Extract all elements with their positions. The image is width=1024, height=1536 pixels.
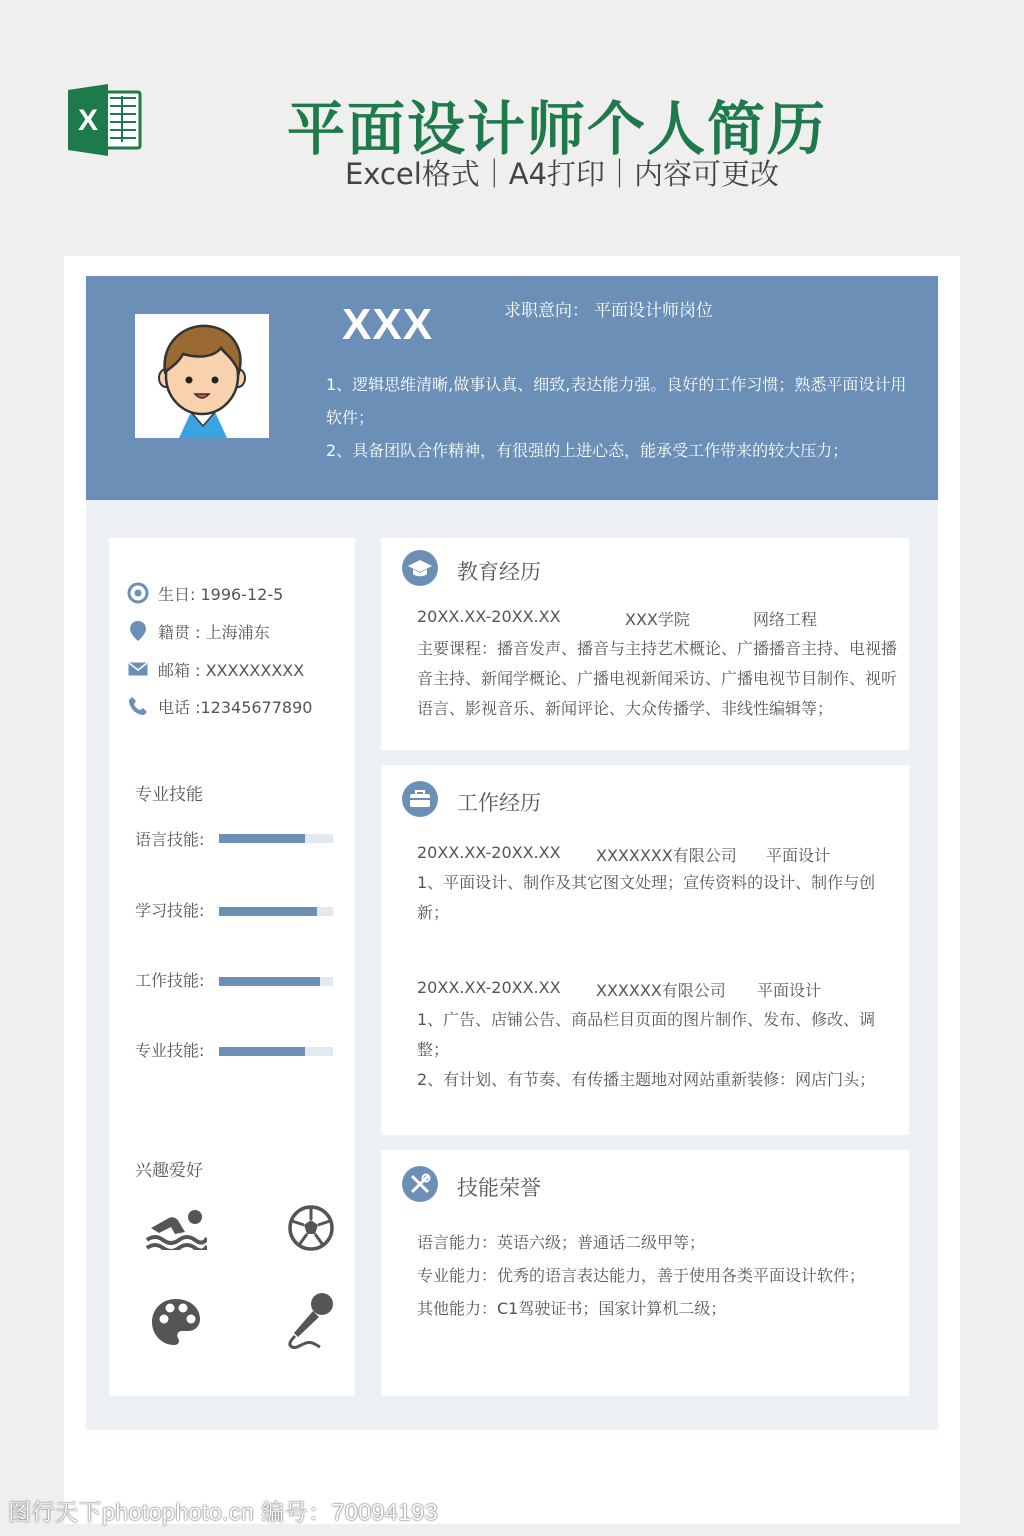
skill-bar-fill xyxy=(219,1047,305,1056)
education-school: XXX学院 xyxy=(625,610,690,629)
candidate-name: XXX xyxy=(342,300,434,349)
swimming-icon xyxy=(144,1200,208,1256)
education-period: 20XX.XX-20XX.XX xyxy=(417,607,561,626)
work-title: 工作经历 xyxy=(457,791,541,815)
watermark: 图行天下photophoto.cn 编号：70094193 xyxy=(8,1499,439,1525)
job-period: 20XX.XX-20XX.XX xyxy=(417,843,561,862)
hobbies-heading: 兴趣爱好 xyxy=(135,1161,203,1181)
education-title: 教育经历 xyxy=(457,560,541,584)
skill-label: 工作技能: xyxy=(135,971,205,990)
job-duties: 2、有计划、有节奏、有传播主题地对网站重新装修：网店门头； xyxy=(417,1070,876,1089)
skill-bar-fill xyxy=(219,907,317,916)
job-duties: 1、平面设计、制作及其它图文处理；宣传资料的设计、制作与创新； xyxy=(417,873,876,922)
football-icon xyxy=(279,1200,343,1256)
skill-bar xyxy=(219,907,333,916)
job-position: 平面设计 xyxy=(766,846,831,865)
summary-line: 2、具备团队合作精神，有很强的上进心态，能承受工作带来的较大压力； xyxy=(326,441,849,460)
graduation-cap-icon xyxy=(402,550,438,586)
job-intent-value: 平面设计师岗位 xyxy=(594,301,713,321)
education-major: 网络工程 xyxy=(753,610,818,629)
honors-title: 技能荣誉 xyxy=(457,1176,541,1200)
job-period: 20XX.XX-20XX.XX xyxy=(417,978,561,997)
birthday-row xyxy=(126,580,283,606)
excel-logo-letter: X xyxy=(77,104,99,137)
location-pin-icon xyxy=(126,619,150,643)
education-courses: 主要课程：播音发声、播音与主持艺术概论、广播播音主持、电视播音主持、新闻学概论、广播电视新闻采访、广播电视节目制作、视听语言、影视音乐、新闻评论、大众传播学、非线性编辑等； xyxy=(417,639,898,718)
honor-item: 专业能力：优秀的语言表达能力，善于使用各类平面设计软件； xyxy=(417,1266,866,1285)
palette-icon xyxy=(144,1294,208,1350)
skill-bar-fill xyxy=(219,834,305,843)
page-subtitle: Excel格式｜A4打印｜内容可更改 xyxy=(344,157,780,191)
birthday-text: 生日: 1996-12-5 xyxy=(158,584,284,604)
origin-text: 籍贯 : 上海浦东 xyxy=(158,622,270,642)
skill-label: 学习技能: xyxy=(135,901,205,920)
self-summary xyxy=(326,368,916,467)
tools-icon xyxy=(402,1166,438,1202)
summary-line: 1、逻辑思维清晰,做事认真、细致,表达能力强。良好的工作习惯；熟悉平面设计用软件； xyxy=(326,375,907,427)
job-duties: 1、广告、店铺公告、商品栏目页面的图片制作、发布、修改、调整； xyxy=(417,1010,876,1059)
mail-icon xyxy=(126,657,150,681)
skill-bar xyxy=(219,977,333,986)
job-company: XXXXXXX有限公司 xyxy=(596,846,737,865)
job-position: 平面设计 xyxy=(757,981,822,1000)
skill-bar xyxy=(219,1047,333,1056)
honor-item: 语言能力：英语六级；普通话二级甲等； xyxy=(417,1233,706,1252)
email-row xyxy=(126,656,304,682)
microphone-icon xyxy=(277,1292,341,1348)
skills-heading: 专业技能 xyxy=(135,785,203,805)
top-banner xyxy=(0,0,1024,250)
phone-row xyxy=(126,693,312,719)
job-company: XXXXXX有限公司 xyxy=(596,981,726,1000)
job-intent-label: 求职意向： xyxy=(504,301,589,321)
skill-label: 语言技能: xyxy=(135,830,205,849)
email-text: 邮箱 : XXXXXXXXX xyxy=(158,660,305,680)
target-icon xyxy=(126,581,150,605)
skill-label: 专业技能: xyxy=(135,1041,205,1060)
briefcase-icon xyxy=(402,781,438,817)
avatar xyxy=(135,314,269,438)
phone-icon xyxy=(126,694,150,718)
honor-item: 其他能力：C1驾驶证书；国家计算机二级； xyxy=(417,1299,727,1318)
phone-text: 电话 :12345677890 xyxy=(158,697,313,717)
skill-bar xyxy=(219,834,333,843)
page-title: 平面设计师个人简历 xyxy=(286,95,827,163)
origin-row xyxy=(126,618,270,644)
skill-bar-fill xyxy=(219,977,320,986)
